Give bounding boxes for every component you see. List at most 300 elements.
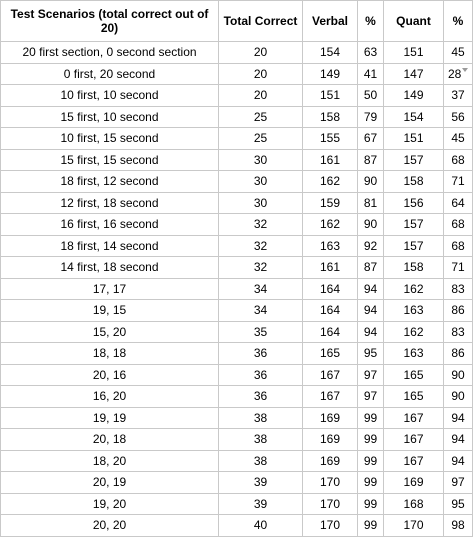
cell-value: 86 [451, 346, 465, 361]
cell-total-correct[interactable] [219, 429, 303, 451]
cell-verbal[interactable] [303, 515, 358, 537]
cell-quant[interactable] [384, 493, 444, 515]
cell-value: 90 [451, 367, 465, 382]
cell-value: 154 [403, 109, 424, 124]
cell-total-correct[interactable] [219, 300, 303, 322]
cell-value: 67 [363, 131, 378, 146]
cell-value: 19, 15 [92, 303, 127, 318]
cell-value: 99 [363, 410, 378, 425]
cell-verbal-percent[interactable] [358, 278, 384, 300]
cell-total-correct[interactable] [219, 192, 303, 214]
cell-total-correct[interactable] [219, 235, 303, 257]
cell-total-correct[interactable] [219, 386, 303, 408]
cell-value: 169 [319, 410, 341, 425]
cell-value: 18 first, 14 second [60, 238, 159, 253]
cell-verbal-percent[interactable] [358, 149, 384, 171]
cell-verbal[interactable] [303, 343, 358, 365]
cell-scenario[interactable] [1, 321, 219, 343]
cell-total-correct[interactable] [219, 85, 303, 107]
cell-scenario[interactable] [1, 235, 219, 257]
cell-verbal[interactable] [303, 278, 358, 300]
cell-value: 151 [319, 88, 341, 103]
cell-scenario[interactable] [1, 149, 219, 171]
cell-value: 162 [319, 174, 341, 189]
cell-quant-percent[interactable] [444, 407, 473, 429]
cell-scenario[interactable] [1, 214, 219, 236]
cell-value: 94 [363, 324, 378, 339]
cell-value: 15 first, 15 second [60, 152, 159, 167]
cell-value: 68 [451, 238, 465, 253]
cell-value: 163 [403, 346, 424, 361]
cell-value: 15 first, 10 second [60, 109, 159, 124]
cell-verbal[interactable] [303, 42, 358, 64]
cell-verbal-percent[interactable] [358, 63, 384, 85]
cell-value: 149 [403, 88, 424, 103]
cell-value: 94 [451, 453, 465, 468]
cell-quant-percent[interactable] [444, 128, 473, 150]
cell-quant[interactable] [384, 472, 444, 494]
cell-scenario[interactable] [1, 85, 219, 107]
cell-total-correct[interactable] [219, 493, 303, 515]
cell-value: 163 [319, 238, 341, 253]
cell-scenario[interactable] [1, 515, 219, 537]
cell-scenario[interactable] [1, 493, 219, 515]
cell-value: 90 [363, 174, 378, 189]
cell-value: 87 [363, 260, 378, 275]
cell-value: 94 [451, 410, 465, 425]
table-row [1, 278, 473, 300]
cell-total-correct[interactable] [219, 450, 303, 472]
cell-total-correct[interactable] [219, 257, 303, 279]
cell-value: 25 [253, 131, 268, 146]
cell-value: 30 [253, 195, 268, 210]
table-row [1, 321, 473, 343]
cell-value: 167 [403, 432, 424, 447]
cell-verbal-percent[interactable] [358, 235, 384, 257]
cell-value: 0 first, 20 second [63, 66, 156, 81]
cell-verbal[interactable] [303, 192, 358, 214]
table-header [1, 1, 473, 42]
cell-verbal[interactable] [303, 450, 358, 472]
header-total-correct[interactable]: Total Correct [219, 1, 303, 42]
table-row [1, 343, 473, 365]
cell-verbal-percent[interactable] [358, 128, 384, 150]
table-row [1, 450, 473, 472]
cell-value: 90 [363, 217, 378, 232]
cell-value: 14 first, 18 second [60, 260, 159, 275]
header-row [1, 1, 473, 42]
cell-value: 20, 20 [92, 518, 127, 533]
cell-quant[interactable] [384, 321, 444, 343]
cell-value: 94 [363, 303, 378, 318]
cell-value: 151 [403, 45, 424, 60]
cell-value: 165 [403, 367, 424, 382]
cell-value: 34 [253, 281, 268, 296]
cell-value: 18, 18 [92, 346, 127, 361]
cell-value: 154 [319, 45, 341, 60]
cell-verbal-percent[interactable] [358, 171, 384, 193]
cell-quant[interactable] [384, 214, 444, 236]
table-row [1, 429, 473, 451]
cell-value: 68 [451, 217, 465, 232]
cell-scenario[interactable] [1, 300, 219, 322]
cell-scenario[interactable] [1, 429, 219, 451]
cell-quant-percent[interactable] [444, 257, 473, 279]
cell-verbal-percent[interactable] [358, 515, 384, 537]
cell-value: 83 [451, 281, 465, 296]
cell-value: 35 [253, 324, 268, 339]
cell-total-correct[interactable] [219, 364, 303, 386]
cell-scenario[interactable] [1, 171, 219, 193]
cell-verbal-percent[interactable] [358, 192, 384, 214]
cell-value: 45 [451, 45, 465, 60]
cell-value: 50 [363, 88, 378, 103]
cell-quant-percent[interactable] [444, 515, 473, 537]
cell-value: 167 [403, 410, 424, 425]
cell-verbal[interactable] [303, 235, 358, 257]
cell-quant-percent[interactable] [444, 85, 473, 107]
cell-value: 157 [403, 152, 424, 167]
cell-value: 79 [363, 109, 378, 124]
cell-total-correct[interactable] [219, 63, 303, 85]
cell-value: 163 [403, 303, 424, 318]
cell-quant-percent[interactable] [444, 386, 473, 408]
cell-verbal[interactable] [303, 171, 358, 193]
table-body [1, 42, 473, 537]
cell-total-correct[interactable] [219, 149, 303, 171]
cell-verbal[interactable] [303, 300, 358, 322]
cell-quant[interactable] [384, 63, 444, 85]
cell-value: 30 [253, 152, 268, 167]
table-row [1, 42, 473, 64]
table-row [1, 235, 473, 257]
cell-value: 12 first, 18 second [60, 195, 159, 210]
cell-verbal[interactable] [303, 364, 358, 386]
cell-total-correct[interactable] [219, 42, 303, 64]
cell-verbal-percent[interactable] [358, 493, 384, 515]
cell-scenario[interactable] [1, 278, 219, 300]
cell-verbal[interactable] [303, 85, 358, 107]
cell-quant-percent[interactable] [444, 278, 473, 300]
cell-value: 20 first section, 0 second section [22, 45, 197, 60]
cell-value: 32 [253, 260, 268, 275]
cell-value: 81 [363, 195, 378, 210]
cell-value: 167 [319, 389, 341, 404]
cell-quant[interactable] [384, 192, 444, 214]
cell-value: 169 [319, 432, 341, 447]
cell-value: 155 [319, 131, 341, 146]
cell-quant-percent[interactable] [444, 321, 473, 343]
cell-quant-percent[interactable] [444, 364, 473, 386]
cell-value: 20, 19 [92, 475, 127, 490]
cell-scenario[interactable] [1, 472, 219, 494]
cell-quant-percent[interactable] [444, 429, 473, 451]
cell-value: 158 [403, 174, 424, 189]
cell-verbal-percent[interactable] [358, 321, 384, 343]
cell-value: 20, 16 [92, 367, 127, 382]
cell-value: 151 [403, 131, 424, 146]
table-row [1, 106, 473, 128]
cell-value: 63 [363, 45, 378, 60]
cell-scenario[interactable] [1, 63, 219, 85]
cell-quant[interactable] [384, 450, 444, 472]
cell-total-correct[interactable] [219, 515, 303, 537]
cell-total-correct[interactable] [219, 321, 303, 343]
cell-value: 30 [253, 174, 268, 189]
table-row [1, 472, 473, 494]
cell-value: 16, 20 [92, 389, 127, 404]
cell-scenario[interactable] [1, 450, 219, 472]
cell-quant-percent[interactable] [444, 171, 473, 193]
cell-quant[interactable] [384, 171, 444, 193]
cell-value: 99 [363, 475, 378, 490]
header-test-scenarios[interactable]: Test Scenarios (total correct out of 20) [1, 1, 219, 42]
cell-value: 34 [253, 303, 268, 318]
header-verbal-percent[interactable]: % [358, 1, 384, 42]
cell-value: 87 [363, 152, 378, 167]
cell-value: 56 [451, 109, 465, 124]
cell-value: 20, 18 [92, 432, 127, 447]
cell-quant[interactable] [384, 515, 444, 537]
cell-value: 147 [403, 66, 424, 81]
cell-value: 164 [319, 303, 341, 318]
cell-value: 168 [403, 496, 424, 511]
table-row [1, 171, 473, 193]
cell-quant[interactable] [384, 278, 444, 300]
cell-verbal[interactable] [303, 321, 358, 343]
table-row [1, 214, 473, 236]
cell-value: 97 [363, 367, 378, 382]
cell-quant-percent[interactable] [444, 63, 473, 85]
cell-verbal-percent[interactable] [358, 407, 384, 429]
cell-scenario[interactable] [1, 343, 219, 365]
cell-quant[interactable] [384, 386, 444, 408]
cell-value: 170 [319, 496, 341, 511]
cell-verbal[interactable] [303, 106, 358, 128]
cell-value: 16 first, 16 second [60, 217, 159, 232]
cell-verbal-percent[interactable] [358, 85, 384, 107]
table-row [1, 63, 473, 85]
cell-verbal[interactable] [303, 214, 358, 236]
cell-quant[interactable] [384, 235, 444, 257]
cell-value: 71 [451, 174, 465, 189]
cell-total-correct[interactable] [219, 106, 303, 128]
cell-value: 98 [451, 518, 465, 533]
cell-total-correct[interactable] [219, 128, 303, 150]
cell-verbal-percent[interactable] [358, 300, 384, 322]
cell-value: 169 [403, 475, 424, 490]
cell-quant[interactable] [384, 407, 444, 429]
cell-value: 83 [451, 324, 465, 339]
cell-verbal-percent[interactable] [358, 42, 384, 64]
cell-quant-percent[interactable] [444, 149, 473, 171]
cell-value: 95 [363, 346, 378, 361]
cell-value: 86 [451, 303, 465, 318]
cell-verbal-percent[interactable] [358, 214, 384, 236]
cell-value: 167 [319, 367, 341, 382]
overflow-indicator-icon [462, 68, 468, 72]
cell-value: 37 [451, 88, 465, 103]
table-row [1, 364, 473, 386]
cell-value: 17, 17 [92, 281, 127, 296]
cell-value: 97 [363, 389, 378, 404]
cell-quant-percent[interactable] [444, 192, 473, 214]
cell-quant[interactable] [384, 343, 444, 365]
cell-verbal[interactable] [303, 493, 358, 515]
cell-verbal-percent[interactable] [358, 429, 384, 451]
cell-quant-percent[interactable] [444, 42, 473, 64]
cell-quant-percent[interactable] [444, 472, 473, 494]
cell-value: 158 [403, 260, 424, 275]
cell-value: 90 [451, 389, 465, 404]
cell-value: 149 [319, 66, 341, 81]
cell-value: 10 first, 15 second [60, 131, 159, 146]
cell-value: 92 [363, 238, 378, 253]
cell-value: 157 [403, 238, 424, 253]
cell-value: 167 [403, 453, 424, 468]
cell-quant[interactable] [384, 42, 444, 64]
cell-value: 156 [403, 195, 424, 210]
cell-value: 158 [319, 109, 341, 124]
cell-quant-percent[interactable] [444, 106, 473, 128]
cell-value: 71 [451, 260, 465, 275]
table-row [1, 300, 473, 322]
cell-scenario[interactable] [1, 128, 219, 150]
table-row [1, 257, 473, 279]
cell-total-correct[interactable] [219, 278, 303, 300]
cell-scenario[interactable] [1, 42, 219, 64]
cell-quant-percent[interactable] [444, 235, 473, 257]
header-verbal[interactable]: Verbal [303, 1, 358, 42]
cell-verbal[interactable] [303, 407, 358, 429]
cell-verbal[interactable] [303, 472, 358, 494]
cell-quant[interactable] [384, 128, 444, 150]
cell-value: 162 [319, 217, 341, 232]
cell-value: 38 [253, 453, 268, 468]
table-row [1, 149, 473, 171]
cell-total-correct[interactable] [219, 472, 303, 494]
cell-scenario[interactable] [1, 386, 219, 408]
cell-scenario[interactable] [1, 407, 219, 429]
cell-value: 164 [319, 324, 341, 339]
cell-quant[interactable] [384, 257, 444, 279]
cell-verbal-percent[interactable] [358, 386, 384, 408]
cell-value: 18 first, 12 second [60, 174, 159, 189]
cell-value: 165 [319, 346, 341, 361]
cell-quant[interactable] [384, 300, 444, 322]
cell-quant-percent[interactable] [444, 450, 473, 472]
cell-verbal[interactable] [303, 128, 358, 150]
cell-verbal-percent[interactable] [358, 364, 384, 386]
table-row [1, 85, 473, 107]
table-row [1, 515, 473, 537]
cell-value: 170 [319, 518, 341, 533]
table-row [1, 128, 473, 150]
cell-verbal[interactable] [303, 149, 358, 171]
cell-value: 36 [253, 367, 268, 382]
cell-verbal[interactable] [303, 63, 358, 85]
cell-value: 68 [451, 152, 465, 167]
cell-value: 161 [319, 152, 341, 167]
cell-verbal-percent[interactable] [358, 106, 384, 128]
cell-verbal-percent[interactable] [358, 472, 384, 494]
table-row [1, 493, 473, 515]
cell-value: 38 [253, 410, 268, 425]
cell-verbal[interactable] [303, 429, 358, 451]
cell-quant[interactable] [384, 364, 444, 386]
cell-verbal[interactable] [303, 257, 358, 279]
cell-value: 40 [253, 518, 268, 533]
table-row [1, 386, 473, 408]
cell-value: 25 [253, 109, 268, 124]
cell-value: 169 [319, 453, 341, 468]
cell-quant[interactable] [384, 85, 444, 107]
cell-value: 38 [253, 432, 268, 447]
cell-value: 45 [451, 131, 465, 146]
cell-value: 19, 20 [92, 496, 127, 511]
cell-verbal-percent[interactable] [358, 343, 384, 365]
cell-value: 32 [253, 238, 268, 253]
cell-quant-percent[interactable] [444, 214, 473, 236]
cell-value: 99 [363, 518, 378, 533]
cell-value: 64 [451, 195, 465, 210]
cell-value: 159 [319, 195, 341, 210]
cell-quant[interactable] [384, 429, 444, 451]
cell-value: 32 [253, 217, 268, 232]
cell-value: 157 [403, 217, 424, 232]
cell-value: 94 [451, 432, 465, 447]
table-row [1, 192, 473, 214]
cell-value: 15, 20 [92, 324, 127, 339]
cell-verbal-percent[interactable] [358, 450, 384, 472]
cell-verbal-percent[interactable] [358, 257, 384, 279]
cell-scenario[interactable] [1, 192, 219, 214]
cell-value: 170 [319, 475, 341, 490]
cell-total-correct[interactable] [219, 343, 303, 365]
cell-value: 41 [363, 66, 378, 81]
cell-verbal[interactable] [303, 386, 358, 408]
cell-value: 162 [403, 324, 424, 339]
cell-value: 164 [319, 281, 341, 296]
cell-value: 18, 20 [92, 453, 127, 468]
cell-total-correct[interactable] [219, 407, 303, 429]
cell-quant-percent[interactable] [444, 343, 473, 365]
cell-value: 36 [253, 346, 268, 361]
cell-scenario[interactable] [1, 106, 219, 128]
cell-value: 36 [253, 389, 268, 404]
header-quant[interactable]: Quant [384, 1, 444, 42]
cell-scenario[interactable] [1, 364, 219, 386]
cell-quant-percent[interactable] [444, 300, 473, 322]
cell-quant[interactable] [384, 149, 444, 171]
cell-quant-percent[interactable] [444, 493, 473, 515]
cell-value: 99 [363, 453, 378, 468]
cell-value: 39 [253, 475, 268, 490]
cell-quant[interactable] [384, 106, 444, 128]
header-quant-percent[interactable]: % [444, 1, 473, 42]
cell-value: 20 [253, 88, 268, 103]
cell-total-correct[interactable] [219, 171, 303, 193]
cell-value: 20 [253, 66, 268, 81]
cell-value: 20 [253, 45, 268, 60]
cell-value: 170 [403, 518, 424, 533]
cell-scenario[interactable] [1, 257, 219, 279]
cell-value: 28 [448, 66, 462, 81]
cell-value: 162 [403, 281, 424, 296]
cell-total-correct[interactable] [219, 214, 303, 236]
cell-value: 94 [363, 281, 378, 296]
cell-value: 165 [403, 389, 424, 404]
